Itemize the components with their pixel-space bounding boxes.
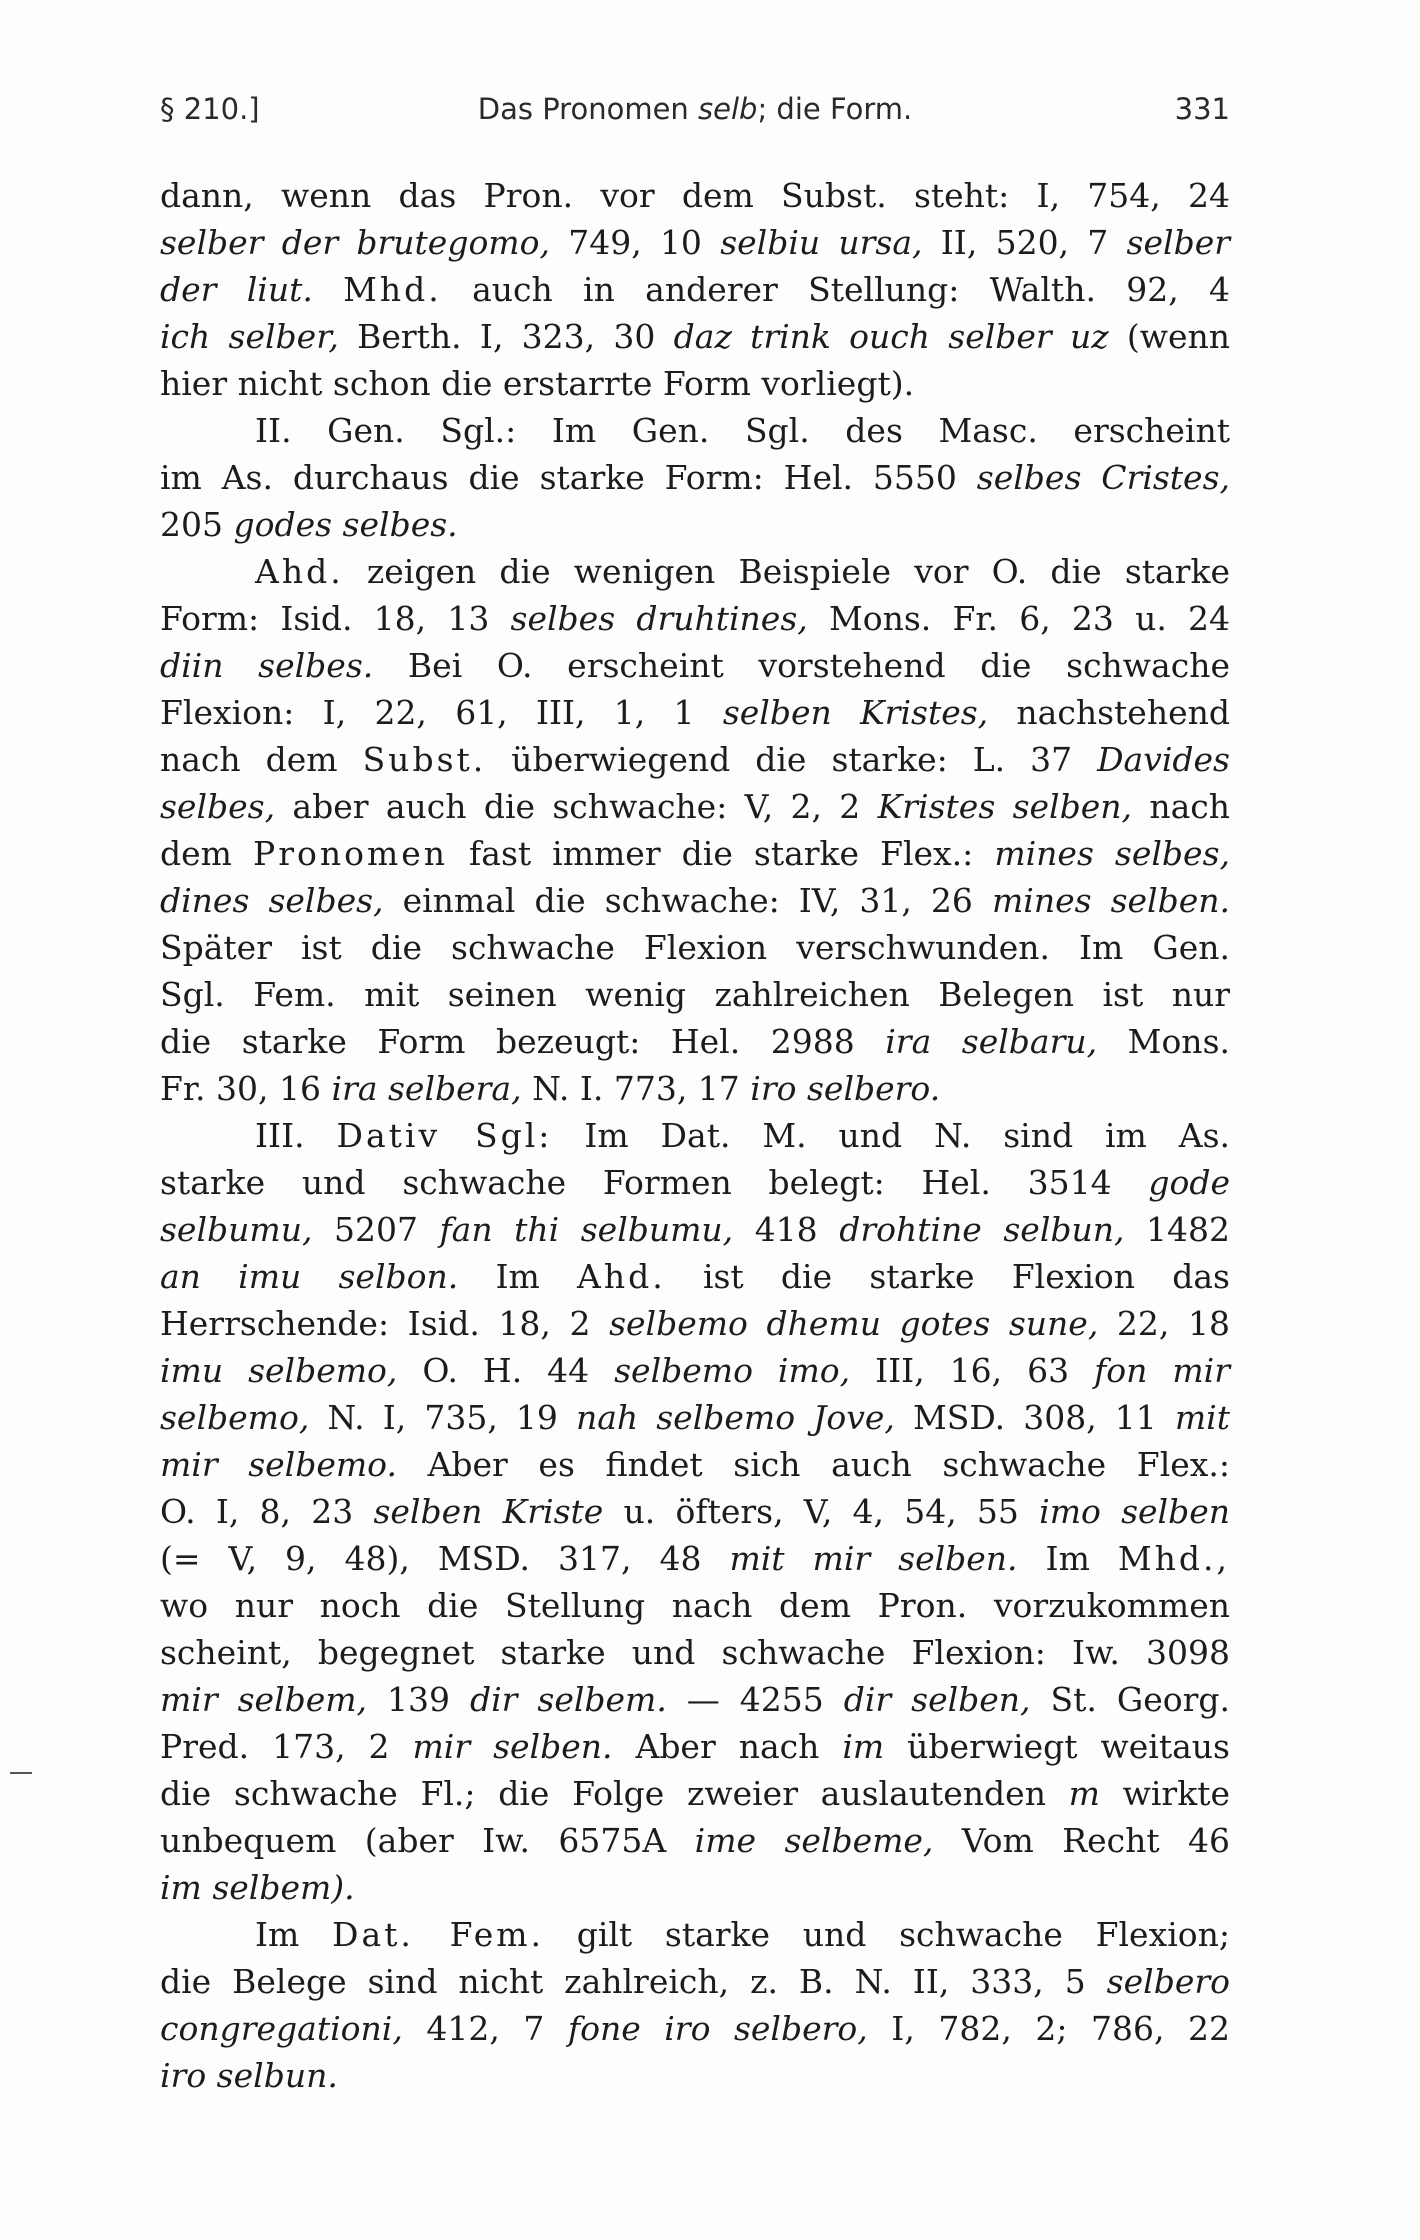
margin-mark xyxy=(10,1772,32,1774)
text-line: diin selbes. Bei O. erscheint vorstehend die schwache xyxy=(160,646,1230,685)
text-line: Ahd. zeigen die wenigen Beispiele vor O. die starke xyxy=(255,552,1230,591)
text-line: scheint, begegnet starke und schwache Flexion: Iw. 3098 xyxy=(160,1633,1230,1672)
running-title-suffix: ; die Form. xyxy=(757,92,913,126)
text-line: Später ist die schwache Flexion verschwunden. Im Gen. xyxy=(160,928,1230,967)
text-line: mir selbemo. Aber es findet sich auch schwache Flex.: xyxy=(160,1445,1230,1484)
section-number: § 210.] xyxy=(160,92,260,126)
text-line: mir selbem, 139 dir selbem. — 4255 dir selben, St. Georg. xyxy=(160,1680,1230,1719)
running-title-prefix: Das Pronomen xyxy=(477,92,689,126)
text-line: Flexion: I, 22, 61, III, 1, 1 selben Kristes, nachstehend xyxy=(160,693,1230,732)
body-text xyxy=(160,172,1230,2099)
text-line: selbes, aber auch die schwache: V, 2, 2 Kristes selben, nach xyxy=(160,787,1230,826)
text-line: II. Gen. Sgl.: Im Gen. Sgl. des Masc. erscheint xyxy=(255,411,1230,450)
text-line: Im Dat. Fem. gilt starke und schwache Flexion; xyxy=(255,1915,1230,1954)
text-line: Sgl. Fem. mit seinen wenig zahlreichen Belegen ist nur xyxy=(160,975,1230,1014)
text-line: unbequem (aber Iw. 6575A ime selbeme, Vom Recht 46 xyxy=(160,1821,1230,1860)
running-title-italic: selb xyxy=(698,92,758,126)
text-line: III. Dativ Sgl: Im Dat. M. und N. sind im As. xyxy=(255,1116,1231,1155)
text-line: (= V, 9, 48), MSD. 317, 48 mit mir selben. Im Mhd., xyxy=(160,1539,1230,1578)
text-line: nach dem Subst. überwiegend die starke: L. 37 Davides xyxy=(160,740,1230,779)
text-line: imu selbemo, O. H. 44 selbemo imo, III, 16, 63 fon mir xyxy=(160,1351,1230,1390)
text-line: die Belege sind nicht zahlreich, z. B. N. II, 333, 5 selbero xyxy=(160,1962,1230,2001)
text-line: Herrschende: Isid. 18, 2 selbemo dhemu gotes sune, 22, 18 xyxy=(160,1304,1230,1343)
text-line: an imu selbon. Im Ahd. ist die starke Flexion das xyxy=(160,1257,1230,1296)
text-line: Form: Isid. 18, 13 selbes druhtines, Mons. Fr. 6, 23 u. 24 xyxy=(160,599,1230,638)
text-line: selbumu, 5207 fan thi selbumu, 418 drohtine selbun, 1482 xyxy=(160,1210,1231,1249)
text-line: 205 godes selbes. xyxy=(160,505,458,544)
running-title xyxy=(160,92,1230,126)
text-line: ich selber, Berth. I, 323, 30 daz trink ouch selber uz (wenn xyxy=(160,317,1230,356)
page-number: 331 xyxy=(1174,92,1230,126)
text-line: starke und schwache Formen belegt: Hel. 3514 gode xyxy=(160,1163,1230,1202)
text-line: der liut. Mhd. auch in anderer Stellung: Walth. 92, 4 xyxy=(160,270,1231,309)
text-line: dann, wenn das Pron. vor dem Subst. steht: I, 754, 24 xyxy=(160,176,1230,215)
text-line: die schwache Fl.; die Folge zweier auslautenden m wirkte xyxy=(160,1774,1230,1813)
text-line: O. I, 8, 23 selben Kriste u. öfters, V, 4, 54, 55 imo selben xyxy=(160,1492,1230,1531)
text-line: hier nicht schon die erstarrte Form vorliegt). xyxy=(160,364,915,403)
text-line: im As. durchaus die starke Form: Hel. 5550 selbes Cristes, xyxy=(160,458,1230,497)
text-line: selbemo, N. I, 735, 19 nah selbemo Jove, MSD. 308, 11 mit xyxy=(160,1398,1230,1437)
text-line: wo nur noch die Stellung nach dem Pron. vorzukommen xyxy=(160,1586,1230,1625)
text-line: dem Pronomen fast immer die starke Flex.: mines selbes, xyxy=(160,834,1231,873)
text-line: selber der brutegomo, 749, 10 selbiu ursa, II, 520, 7 selber xyxy=(160,223,1230,262)
text-line: iro selbun. xyxy=(160,2056,338,2095)
text-line: Pred. 173, 2 mir selben. Aber nach im überwiegt weitaus xyxy=(160,1727,1230,1766)
text-line: Fr. 30, 16 ira selbera, N. I. 773, 17 iro selbero. xyxy=(160,1069,941,1108)
text-line: congregationi, 412, 7 fone iro selbero, I, 782, 2; 786, 22 xyxy=(160,2009,1230,2048)
text-line: dines selbes, einmal die schwache: IV, 31, 26 mines selben. xyxy=(160,881,1230,920)
text-line: im selbem). xyxy=(160,1868,355,1907)
text-line: die starke Form bezeugt: Hel. 2988 ira selbaru, Mons. xyxy=(160,1022,1230,1061)
running-header xyxy=(160,92,1230,136)
